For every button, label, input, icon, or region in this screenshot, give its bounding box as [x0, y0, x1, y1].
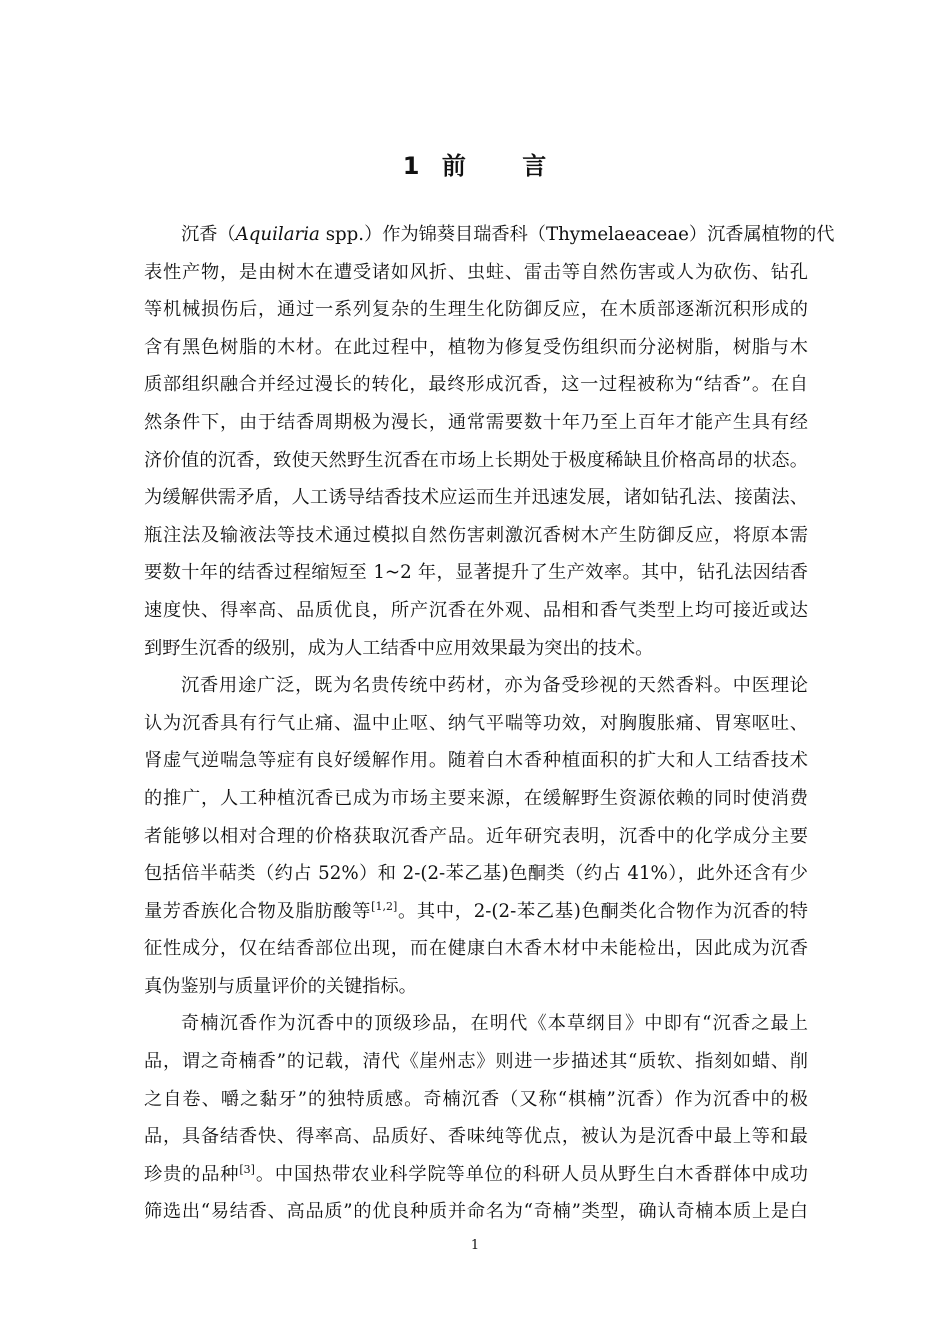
- text-segment: 要数十年的结香过程缩短至 1~2 年，显著提升了生产效率。其中，钻孔法因结香: [144, 562, 808, 584]
- text-segment: 质部组织融合并经过漫长的转化，最终形成沉香，这一过程被称为“结香”。在自: [144, 374, 808, 396]
- text-line: [144, 705, 808, 743]
- body-text: [144, 216, 835, 1231]
- text-segment: 品，具备结香快、得率高、品质好、香味纯等优点，被认为是沉香中最上等和最: [144, 1126, 808, 1148]
- citation-reference: [1,2]: [371, 899, 398, 913]
- paragraph: [144, 667, 808, 1005]
- text-line: [144, 818, 808, 856]
- page-number: 1: [470, 1238, 480, 1253]
- text-line: [144, 855, 808, 893]
- text-segment: spp.）作为锦葵目瑞香科（Thymelaeaceae）沉香属植物的代: [319, 224, 835, 245]
- text-line: [144, 893, 808, 931]
- text-line: [144, 1005, 808, 1043]
- text-segment: 为缓解供需矛盾，人工诱导结香技术应运而生并迅速发展，诸如钻孔法、接菌法、: [144, 487, 808, 509]
- text-line: [144, 1081, 808, 1119]
- text-line: [144, 479, 808, 517]
- text-segment: 表性产物，是由树木在遭受诸如风折、虫蛀、雷击等自然伤害或人为砍伤、钻孔: [144, 261, 808, 283]
- text-segment: 量芳香族化合物及脂肪酸等: [144, 900, 372, 922]
- text-segment: 的推广，人工种植沉香已成为市场主要来源，在缓解野生资源依赖的同时使消费: [144, 787, 808, 809]
- text-segment: 珍贵的品种: [144, 1163, 240, 1185]
- text-segment: 等机械损伤后，通过一系列复杂的生理生化防御反应，在木质部逐渐沉积形成的: [144, 299, 808, 321]
- text-line: [144, 1118, 808, 1156]
- text-segment: 之自卷、嚼之黏牙”的独特质感。奇楠沉香（又称“棋楠”沉香）作为沉香中的极: [144, 1088, 808, 1110]
- text-segment: 。其中，2-(2-苯乙基)色酮类化合物作为沉香的特: [397, 900, 808, 922]
- section-title: [0, 146, 950, 186]
- text-line: [144, 780, 808, 818]
- text-segment: 然条件下，由于结香周期极为漫长，通常需要数十年乃至上百年才能产生具有经: [144, 411, 808, 433]
- text-segment: 品，谓之奇楠香”的记载，清代《崖州志》则进一步描述其“质软、指刻如蜡、削: [144, 1051, 808, 1073]
- text-line: [144, 517, 808, 555]
- paragraph: [144, 1005, 808, 1231]
- text-segment: 速度快、得率高、品质优良，所产沉香在外观、品相和香气类型上均可接近或达: [144, 599, 808, 621]
- text-line: [144, 404, 808, 442]
- paragraph: [144, 216, 835, 667]
- text-segment: 济价值的沉香，致使天然野生沉香在市场上长期处于极度稀缺且价格高昂的状态。: [144, 449, 808, 471]
- text-segment: 包括倍半萜类（约占 52%）和 2-(2-苯乙基)色酮类（约占 41%），此外还含有少: [144, 863, 808, 885]
- citation-reference: [3]: [239, 1162, 255, 1176]
- text-line: [144, 1043, 808, 1081]
- text-segment: 。中国热带农业科学院等单位的科研人员从野生白木香群体中成功: [254, 1163, 808, 1185]
- text-segment: 肾虚气逆喘急等症有良好缓解作用。随着白木香种植面积的扩大和人工结香技术: [144, 750, 808, 772]
- text-line: [144, 1156, 808, 1194]
- text-line: [144, 291, 808, 329]
- text-line: [144, 968, 808, 1006]
- text-line: [144, 554, 808, 592]
- text-line: [144, 329, 808, 367]
- section-title-word-2: 言: [522, 152, 548, 180]
- text-line: [144, 742, 808, 780]
- text-segment: 筛选出“易结香、高品质”的优良种质并命名为“奇楠”类型，确认奇楠本质上是白: [144, 1201, 808, 1223]
- text-segment: 到野生沉香的级别，成为人工结香中应用效果最为突出的技术。: [144, 637, 654, 659]
- italic-text: Aquilaria: [235, 224, 320, 245]
- text-line: [144, 216, 835, 254]
- text-line: [144, 630, 808, 668]
- text-line: [144, 667, 808, 705]
- text-segment: 沉香（: [181, 224, 236, 245]
- text-line: [144, 366, 808, 404]
- text-segment: 瓶注法及输液法等技术通过模拟自然伤害刺激沉香树木产生防御反应，将原本需: [144, 524, 808, 546]
- text-line: [144, 592, 808, 630]
- text-segment: 征性成分，仅在结香部位出现，而在健康白木香木材中未能检出，因此成为沉香: [144, 938, 808, 960]
- text-line: [144, 442, 808, 480]
- section-title-word-1: 前: [441, 152, 467, 180]
- text-line: [144, 1193, 808, 1231]
- section-number: 1: [402, 152, 421, 180]
- text-line: [144, 930, 808, 968]
- text-segment: 真伪鉴别与质量评价的关键指标。: [144, 975, 417, 997]
- text-segment: 奇楠沉香作为沉香中的顶级珍品，在明代《本草纲目》中即有“沉香之最上: [181, 1013, 808, 1035]
- text-segment: 者能够以相对合理的价格获取沉香产品。近年研究表明，沉香中的化学成分主要: [144, 825, 808, 847]
- text-segment: 沉香用途广泛，既为名贵传统中药材，亦为备受珍视的天然香料。中医理论: [181, 675, 808, 697]
- text-segment: 认为沉香具有行气止痛、温中止呕、纳气平喘等功效，对胸腹胀痛、胃寒呕吐、: [144, 712, 808, 734]
- text-line: [144, 254, 808, 292]
- text-segment: 含有黑色树脂的木材。在此过程中，植物为修复受伤组织而分泌树脂，树脂与木: [144, 336, 808, 358]
